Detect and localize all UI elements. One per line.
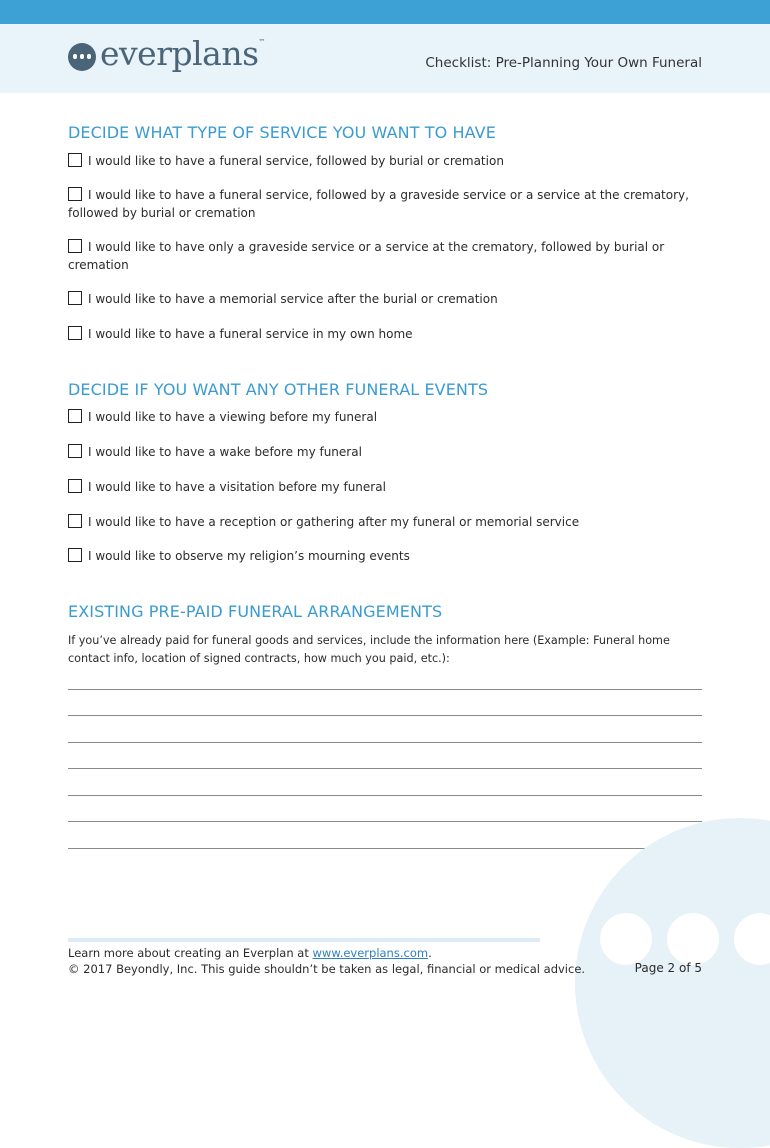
checkbox[interactable] xyxy=(68,548,82,562)
checklist-item-label: I would like to have a funeral service, followed by burial or cremation xyxy=(88,154,504,168)
checklist-item[interactable] xyxy=(68,444,702,462)
logo-wordmark xyxy=(100,34,266,73)
everplans-logo xyxy=(68,34,266,73)
checklist-item-label: I would like to have a funeral service, followed by a graveside service or a service at the crematory, followed by burial or cremation xyxy=(68,188,689,220)
checklist-item-label: I would like to have a memorial service after the burial or cremation xyxy=(88,292,498,306)
checklist-item[interactable] xyxy=(68,187,702,222)
writing-line[interactable] xyxy=(68,848,702,849)
logo-trademark: ™ xyxy=(258,38,266,46)
checkbox[interactable] xyxy=(68,326,82,340)
footer-divider xyxy=(68,938,540,942)
writing-line[interactable] xyxy=(68,821,702,822)
checklist-item[interactable] xyxy=(68,326,702,344)
checkbox[interactable] xyxy=(68,187,82,201)
top-accent-bar xyxy=(0,0,770,24)
checklist-item[interactable] xyxy=(68,479,702,497)
checkbox[interactable] xyxy=(68,479,82,493)
ellipsis-logo-icon xyxy=(68,43,96,71)
everplans-link[interactable]: www.everplans.com xyxy=(312,946,429,960)
checkbox[interactable] xyxy=(68,514,82,528)
writing-line[interactable] xyxy=(68,715,702,716)
document-title: Checklist: Pre-Planning Your Own Funeral xyxy=(425,55,702,71)
checkbox[interactable] xyxy=(68,239,82,253)
logo-text: everplans xyxy=(100,34,259,73)
checklist-item[interactable] xyxy=(68,291,702,309)
checklist-item-label: I would like to have a visitation before my funeral xyxy=(88,480,386,494)
checkbox[interactable] xyxy=(68,409,82,423)
footer-learn-text: Learn more about creating an Everplan at xyxy=(68,946,313,960)
section-heading-prepaid: EXISTING PRE-PAID FUNERAL ARRANGEMENTS xyxy=(68,602,443,621)
checkbox[interactable] xyxy=(68,444,82,458)
decorative-dot xyxy=(667,913,719,965)
checklist-item[interactable] xyxy=(68,239,702,274)
checklist-item-label: I would like to observe my religion’s mourning events xyxy=(88,549,410,563)
footer-learn-more xyxy=(68,946,432,960)
writing-line[interactable] xyxy=(68,795,702,796)
checklist-item-label: I would like to have a funeral service in my own home xyxy=(88,327,413,341)
decorative-circle xyxy=(575,818,770,1148)
checkbox[interactable] xyxy=(68,153,82,167)
checklist-item-label: I would like to have a viewing before my funeral xyxy=(88,410,378,424)
decorative-dot xyxy=(600,913,652,965)
writing-line[interactable] xyxy=(68,689,702,690)
checklist-item-label: I would like to have only a graveside service or a service at the crematory, followed by burial or cremation xyxy=(68,240,665,272)
writing-line[interactable] xyxy=(68,742,702,743)
checklist-item[interactable] xyxy=(68,548,702,566)
checklist-item[interactable] xyxy=(68,409,702,427)
checklist-item-label: I would like to have a wake before my funeral xyxy=(88,445,362,459)
page-number: Page 2 of 5 xyxy=(634,961,702,975)
checklist-item-label: I would like to have a reception or gathering after my funeral or memorial service xyxy=(88,515,580,529)
prepaid-instructions: If you’ve already paid for funeral goods and services, include the information here (Example: Funeral home contact info, location of signed contracts, how much you paid, etc.): xyxy=(68,634,670,665)
section-heading-service-type: DECIDE WHAT TYPE OF SERVICE YOU WANT TO HAVE xyxy=(68,123,496,142)
footer-copyright: © 2017 Beyondly, Inc. This guide shouldn’t be taken as legal, financial or medical advice. xyxy=(68,962,586,976)
writing-line[interactable] xyxy=(68,768,702,769)
checklist-item[interactable] xyxy=(68,514,702,532)
checklist-item[interactable] xyxy=(68,153,702,171)
section-heading-other-events: DECIDE IF YOU WANT ANY OTHER FUNERAL EVENTS xyxy=(68,380,489,399)
footer-period: . xyxy=(428,946,432,960)
checkbox[interactable] xyxy=(68,291,82,305)
